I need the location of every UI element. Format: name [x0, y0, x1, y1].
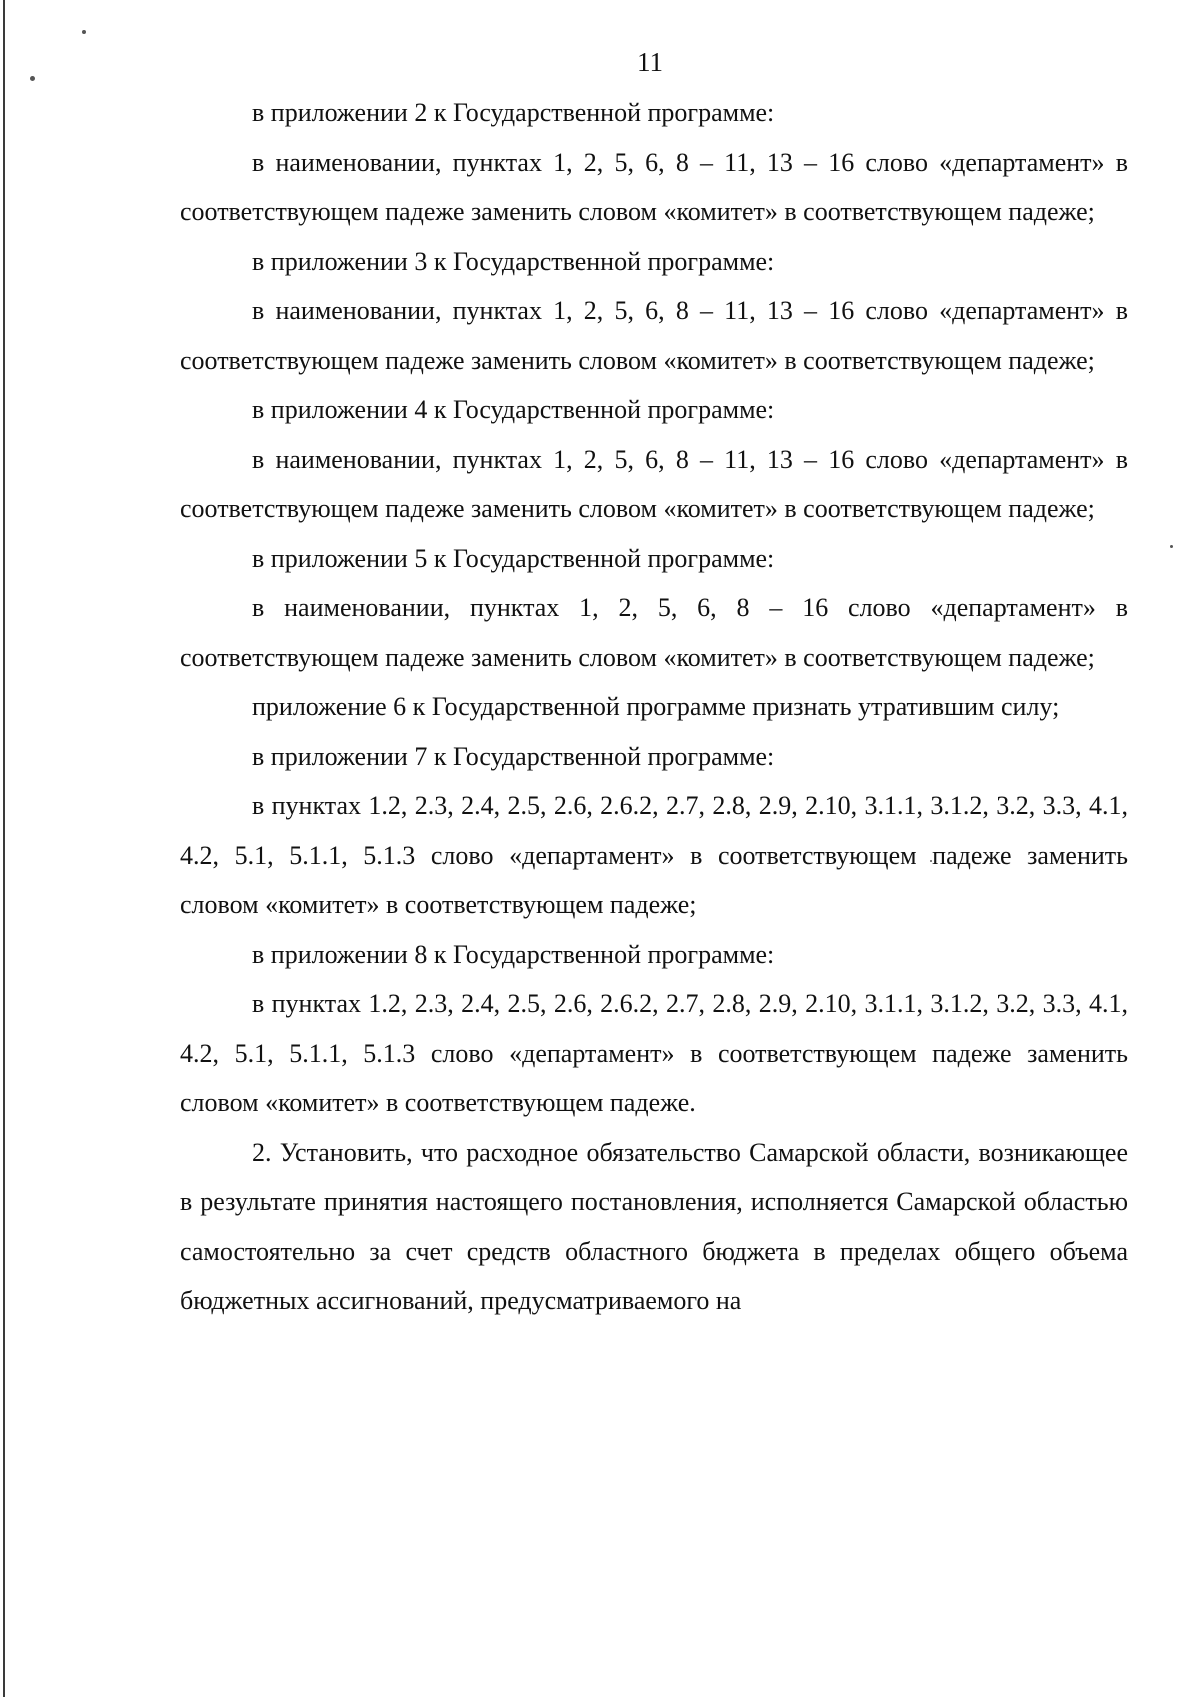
- paragraph: 2. Установить, что расходное обязательство Самарской области, возникающее в результате принятия настоящего постановления, исполняется Самарской областью самостоятельно за счет средств областного бюджета в пределах общего объема бюджетных ассигнований, предусматриваемого на: [180, 1137, 1128, 1315]
- scan-edge-line: [3, 0, 5, 1697]
- paragraph: в приложении 4 к Государственной программе:: [252, 395, 775, 424]
- paragraph: в наименовании, пунктах 1, 2, 5, 6, 8 – 11, 13 – 16 слово «департамент» в соответствующем падеже заменить словом «комитет» в соответствующем падеже;: [180, 444, 1128, 523]
- paragraph: приложение 6 к Государственной программе признать утратившим силу;: [252, 692, 1060, 721]
- paragraph: в приложении 2 к Государственной программе:: [252, 98, 775, 127]
- scan-speck: [82, 30, 86, 34]
- scan-speck: [1170, 545, 1173, 548]
- paragraph: в приложении 7 к Государственной программе:: [252, 741, 775, 771]
- paragraph: в приложении 8 к Государственной программе:: [252, 939, 775, 969]
- paragraph: в пунктах 1.2, 2.3, 2.4, 2.5, 2.6, 2.6.2, 2.7, 2.8, 2.9, 2.10, 3.1.1, 3.1.2, 3.2, 3.3, 4.1, 4.2, 5.1, 5.1.1, 5.1.3 слово «департамент» в соответствующем падеже заменить словом «комитет» в соответствующем падеже.: [180, 989, 1128, 1117]
- paragraph: в наименовании, пунктах 1, 2, 5, 6, 8 – 16 слово «департамент» в соответствующем падеже заменить словом «комитет» в соответствующем падеже;: [180, 593, 1128, 672]
- paragraph: в приложении 5 к Государственной программе:: [252, 543, 775, 573]
- paragraph: в приложении 3 к Государственной программе:: [252, 246, 775, 276]
- paragraph: в пунктах 1.2, 2.3, 2.4, 2.5, 2.6, 2.6.2, 2.7, 2.8, 2.9, 2.10, 3.1.1, 3.1.2, 3.2, 3.3, 4.1, 4.2, 5.1, 5.1.1, 5.1.3 слово «департамент» в соответствующем падеже заменить словом «комитет» в соответствующем падеже;: [180, 791, 1128, 919]
- document-body: [180, 88, 1128, 1326]
- paragraph: в наименовании, пунктах 1, 2, 5, 6, 8 – 11, 13 – 16 слово «департамент» в соответствующем падеже заменить словом «комитет» в соответствующем падеже;: [180, 147, 1128, 226]
- page-number: 11: [637, 47, 663, 77]
- paragraph: в наименовании, пунктах 1, 2, 5, 6, 8 – 11, 13 – 16 слово «департамент» в соответствующем падеже заменить словом «комитет» в соответствующем падеже;: [180, 296, 1128, 375]
